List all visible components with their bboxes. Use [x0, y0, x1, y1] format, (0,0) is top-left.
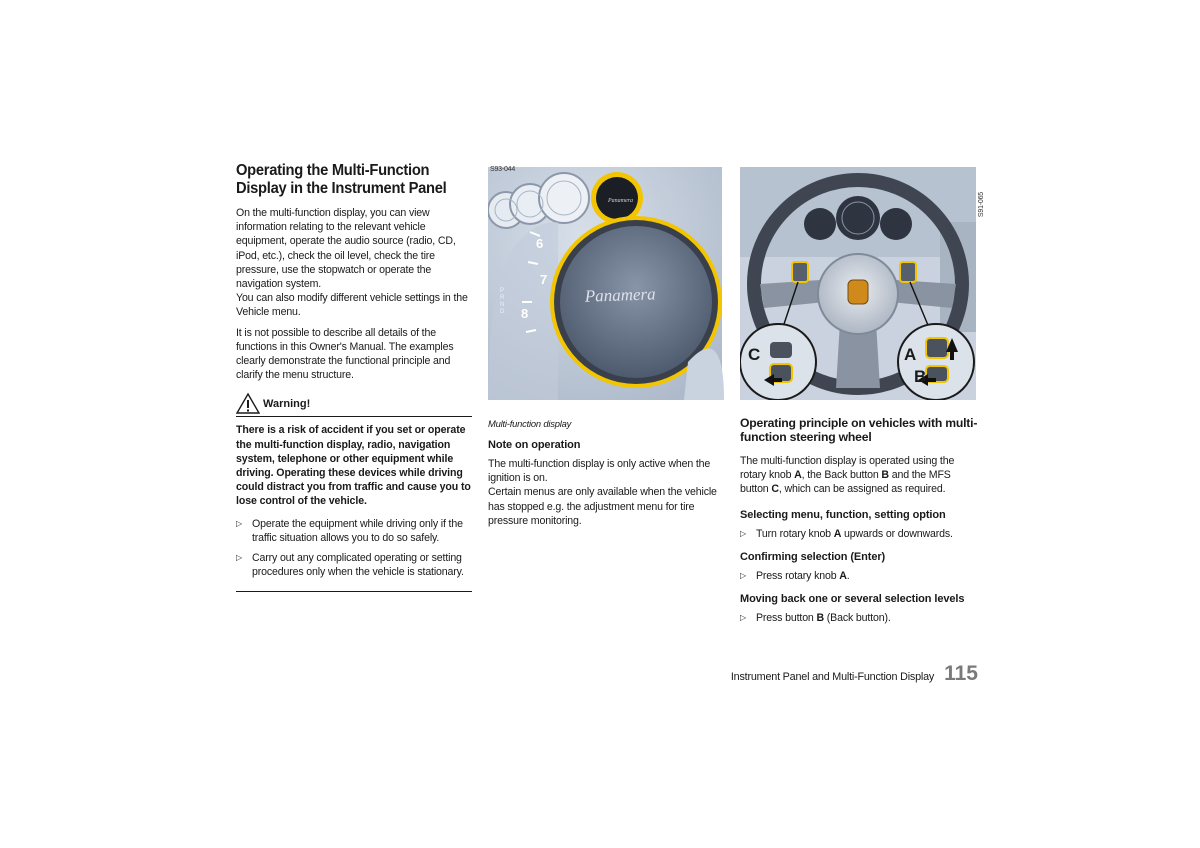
warning-header: [236, 392, 472, 417]
warning-triangle-icon: [236, 392, 260, 414]
warning-end-rule: [236, 585, 472, 592]
list-item: [740, 569, 978, 583]
figure-code: S91-065: [978, 192, 985, 218]
instrument-cluster-figure: [488, 162, 724, 400]
bullet-text: Press rotary knob A.: [756, 569, 850, 582]
steering-wheel-figure: [740, 162, 985, 400]
steering-wheel-section-title: Operating principle on vehicles with multi-function steering wheel: [740, 416, 978, 444]
speed-mark: 7: [540, 272, 548, 287]
triangle-bullet-icon: ▷: [236, 518, 243, 528]
intro-paragraph: On the multi-function display, you can view information relating to the relevant vehicle equipment, operate the audio source (radio, CD, iPod, etc.), check the oil level, check the tire pressure, use the stopwatch or operate the navigation system.: [236, 207, 456, 291]
sub-heading: Confirming selection (Enter): [740, 550, 886, 563]
triangle-bullet-icon: ▷: [740, 613, 747, 623]
list-item: [236, 517, 472, 545]
triangle-bullet-icon: ▷: [236, 553, 243, 563]
speed-mark: 6: [536, 236, 544, 251]
list-item: [740, 611, 978, 625]
display-logo: Panamera: [584, 284, 656, 306]
bullet-text: Carry out any complicated operating or setting procedures only when the vehicle is stationary.: [252, 552, 464, 579]
left-column: [236, 162, 472, 592]
speed-mark: 8: [521, 306, 529, 321]
note-text: The multi-function display is only active when the ignition is on.: [488, 458, 711, 485]
gear-label: R: [500, 295, 505, 301]
page-footer: [731, 662, 978, 686]
bullet-text: Turn rotary knob A upwards or downwards.: [756, 527, 953, 540]
steering-wheel-illustration: [740, 162, 976, 400]
note-heading: Note on operation: [488, 439, 581, 451]
instrument-cluster-illustration: [488, 162, 724, 400]
callout-label: C: [748, 345, 761, 364]
note-text: Certain menus are only available when the vehicle has stopped e.g. the adjustment menu for tire pressure monitoring.: [488, 486, 717, 527]
svg-text:Panamera: Panamera: [608, 198, 633, 204]
gear-label: N: [500, 302, 505, 308]
sub-heading: Moving back one or several selection levels: [740, 593, 965, 606]
warning-label: Warning!: [263, 398, 311, 411]
triangle-bullet-icon: ▷: [740, 528, 747, 538]
footer-section-name: Instrument Panel and Multi-Function Display: [730, 671, 935, 683]
right-column: [740, 162, 985, 631]
middle-column: [488, 162, 724, 534]
callout-label: B: [914, 367, 927, 386]
callout-label: A: [904, 345, 917, 364]
section-title: Operating the Multi-Function Display in the Instrument Panel: [236, 162, 447, 197]
list-item: [740, 527, 978, 541]
bullet-text: Press button B (Back button).: [756, 612, 891, 625]
triangle-bullet-icon: ▷: [740, 570, 747, 580]
details-paragraph: It is not possible to describe all details of the functions in this Owner's Manual. The examples clearly demonstrate the functional principle and clarify the menu structure.: [236, 326, 454, 382]
operation-intro: The multi-function display is operated using the rotary knob A, the Back button B and the MFS button C, which can be assigned as required.: [740, 455, 955, 496]
page-number: 115: [944, 662, 978, 685]
sub-heading: Selecting menu, function, setting option: [740, 508, 946, 521]
gear-label: D: [500, 309, 505, 315]
gear-label: P: [500, 288, 505, 294]
list-item: [236, 551, 472, 579]
vehicle-menu-paragraph: You can also modify different vehicle settings in the Vehicle menu.: [236, 292, 468, 319]
figure-caption: Multi-function display: [488, 418, 572, 429]
bullet-text: Operate the equipment while driving only if the traffic situation allows you to do so safely.: [252, 517, 463, 544]
warning-text: There is a risk of accident if you set or operate the multi-function display, radio, navigation system, telephone or other equipment while driving. Operating these devices while driving could distract you from traffic and cause you to lose control of the vehicle.: [236, 424, 471, 508]
figure-code: S93-044: [490, 166, 516, 173]
